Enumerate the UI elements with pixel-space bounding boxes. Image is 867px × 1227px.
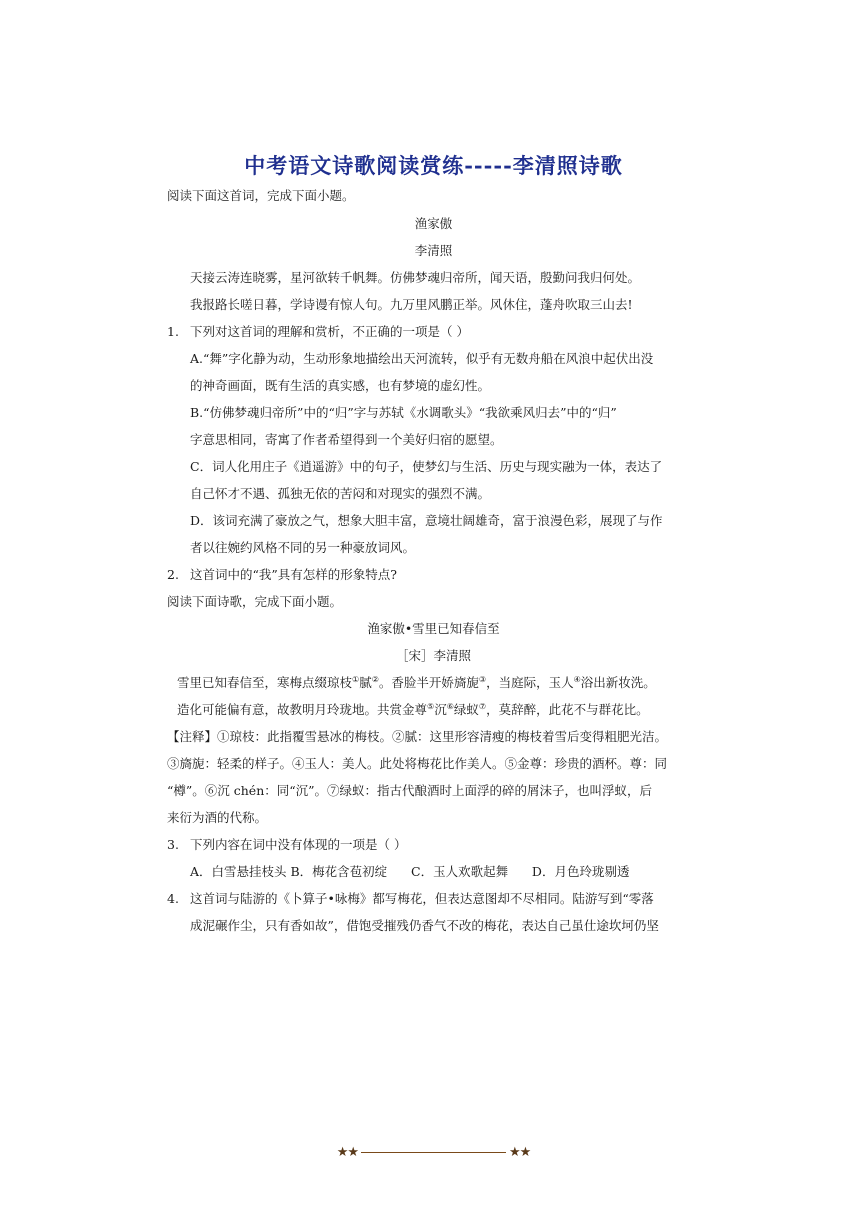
poem1-title: 渔家傲 [414,216,453,231]
poem-text: ，当庭际，玉人 [486,675,574,690]
option-line: 的神奇画面，既有生活的真实感，也有梦境的虚幻性。 [190,378,491,393]
section1-intro: 阅读下面这首词，完成下面小题。 [167,188,355,203]
note-marker: ① [352,674,360,684]
poem2-author: ［宋］李清照 [395,648,471,663]
poem-text: 。香脸半开娇旖旎 [378,675,479,690]
poem-text: 浴出新妆洗。 [580,675,656,690]
poem1-line: 天接云涛连晓雾，星河欲转千帆舞。仿佛梦魂归帝所，闻天语，殷勤问我归何处。 [190,270,641,285]
poem-text: ，莫辞醉，此花不与群花比。 [486,702,649,717]
note-marker: ⑥ [446,701,454,711]
note-marker: ② [371,674,379,684]
note-marker: ③ [478,674,487,684]
note-marker: ⑤ [427,701,435,711]
footer-rule [361,1152,506,1153]
option-line: A．白雪悬挂枝头 B．梅花含苞初绽 C．玉人欢歌起舞 D．月色玲珑剔透 [190,864,630,879]
poem2-line [177,675,656,691]
poem-text: 雪里已知春信至，寒梅点缀琼枝 [177,675,353,690]
poem-text: 沉 [434,702,447,717]
question-text: 这首词与陆游的《卜算子•咏梅》都写梅花，但表达意图却不尽相同。陆游写到“零落 [190,891,654,906]
question-number: 4. [167,891,179,906]
poem1-author: 李清照 [414,243,453,258]
option-line: 字意思相同，寄寓了作者希望得到一个美好归宿的愿望。 [190,432,503,447]
poem-text: 腻 [359,675,372,690]
question-number: 2. [167,567,179,582]
option-line: 者以往婉约风格不同的另一种豪放词风。 [190,540,416,555]
option-line: 自己怀才不遇、孤独无依的苦闷和对现实的强烈不满。 [190,486,491,501]
page-footer [0,1145,867,1160]
star-icon: ★★ [336,1145,358,1160]
option-line: B.“仿佛梦魂归帝所”中的“归”字与苏轼《水调歌头》“我欲乘风归去”中的“归” [190,405,617,420]
note-marker: ④ [573,674,581,684]
note-marker: ⑦ [478,701,487,711]
question-stem: 下列内容在词中没有体现的一项是（ ） [190,837,407,852]
poem2-title: 渔家傲•雪里已知春信至 [367,621,500,636]
question-stem: 下列对这首词的理解和赏析，不正确的一项是（ ） [190,324,469,339]
annotation-line: ③旖旎：轻柔的样子。④玉人：美人。此处将梅花比作美人。⑤金尊：珍贵的酒杯。尊：同 [167,756,668,771]
question-text: 成泥碾作尘，只有香如故”，借饱受摧残仍香气不改的梅花，表达自己虽仕途坎坷仍坚 [190,918,659,933]
poem2-line [177,702,649,718]
question-stem: 这首词中的“我”具有怎样的形象特点? [190,567,397,582]
poem-text: 造化可能偏有意，故教明月玲珑地。共赏金尊 [177,702,428,717]
annotation-line: 【注释】①琼枝：此指覆雪悬冰的梅枝。②腻：这里形容清瘦的梅枝着雪后变得粗肥光洁。 [167,729,668,744]
option-line: D．该词充满了豪放之气，想象大胆丰富，意境壮阔雄奇，富于浪漫色彩，展现了与作 [190,513,663,528]
section2-intro: 阅读下面诗歌，完成下面小题。 [167,594,343,609]
question-number: 3. [167,837,179,852]
poem1-line: 我报路长嗟日暮，学诗谩有惊人句。九万里风鹏正举。风休住，蓬舟吹取三山去! [190,297,633,312]
poem-text: 绿蚁 [453,702,479,717]
annotation-line: “樽”。⑥沉 chén：同“沉”。⑦绿蚁：指古代酿酒时上面浮的碎的屑沫子，也叫浮蚁，后 [167,783,653,798]
option-line: C．词人化用庄子《逍遥游》中的句子，使梦幻与生活、历史与现实融为一体，表达了 [190,459,663,474]
option-line: A.“舞”字化静为动，生动形象地描绘出天河流转，似乎有无数舟船在风浪中起伏出没 [190,351,654,366]
star-icon: ★★ [509,1145,531,1160]
question-number: 1. [167,324,179,339]
annotation-line: 来衍为酒的代称。 [167,810,268,825]
page-title: 中考语文诗歌阅读赏练-----李清照诗歌 [244,153,623,178]
